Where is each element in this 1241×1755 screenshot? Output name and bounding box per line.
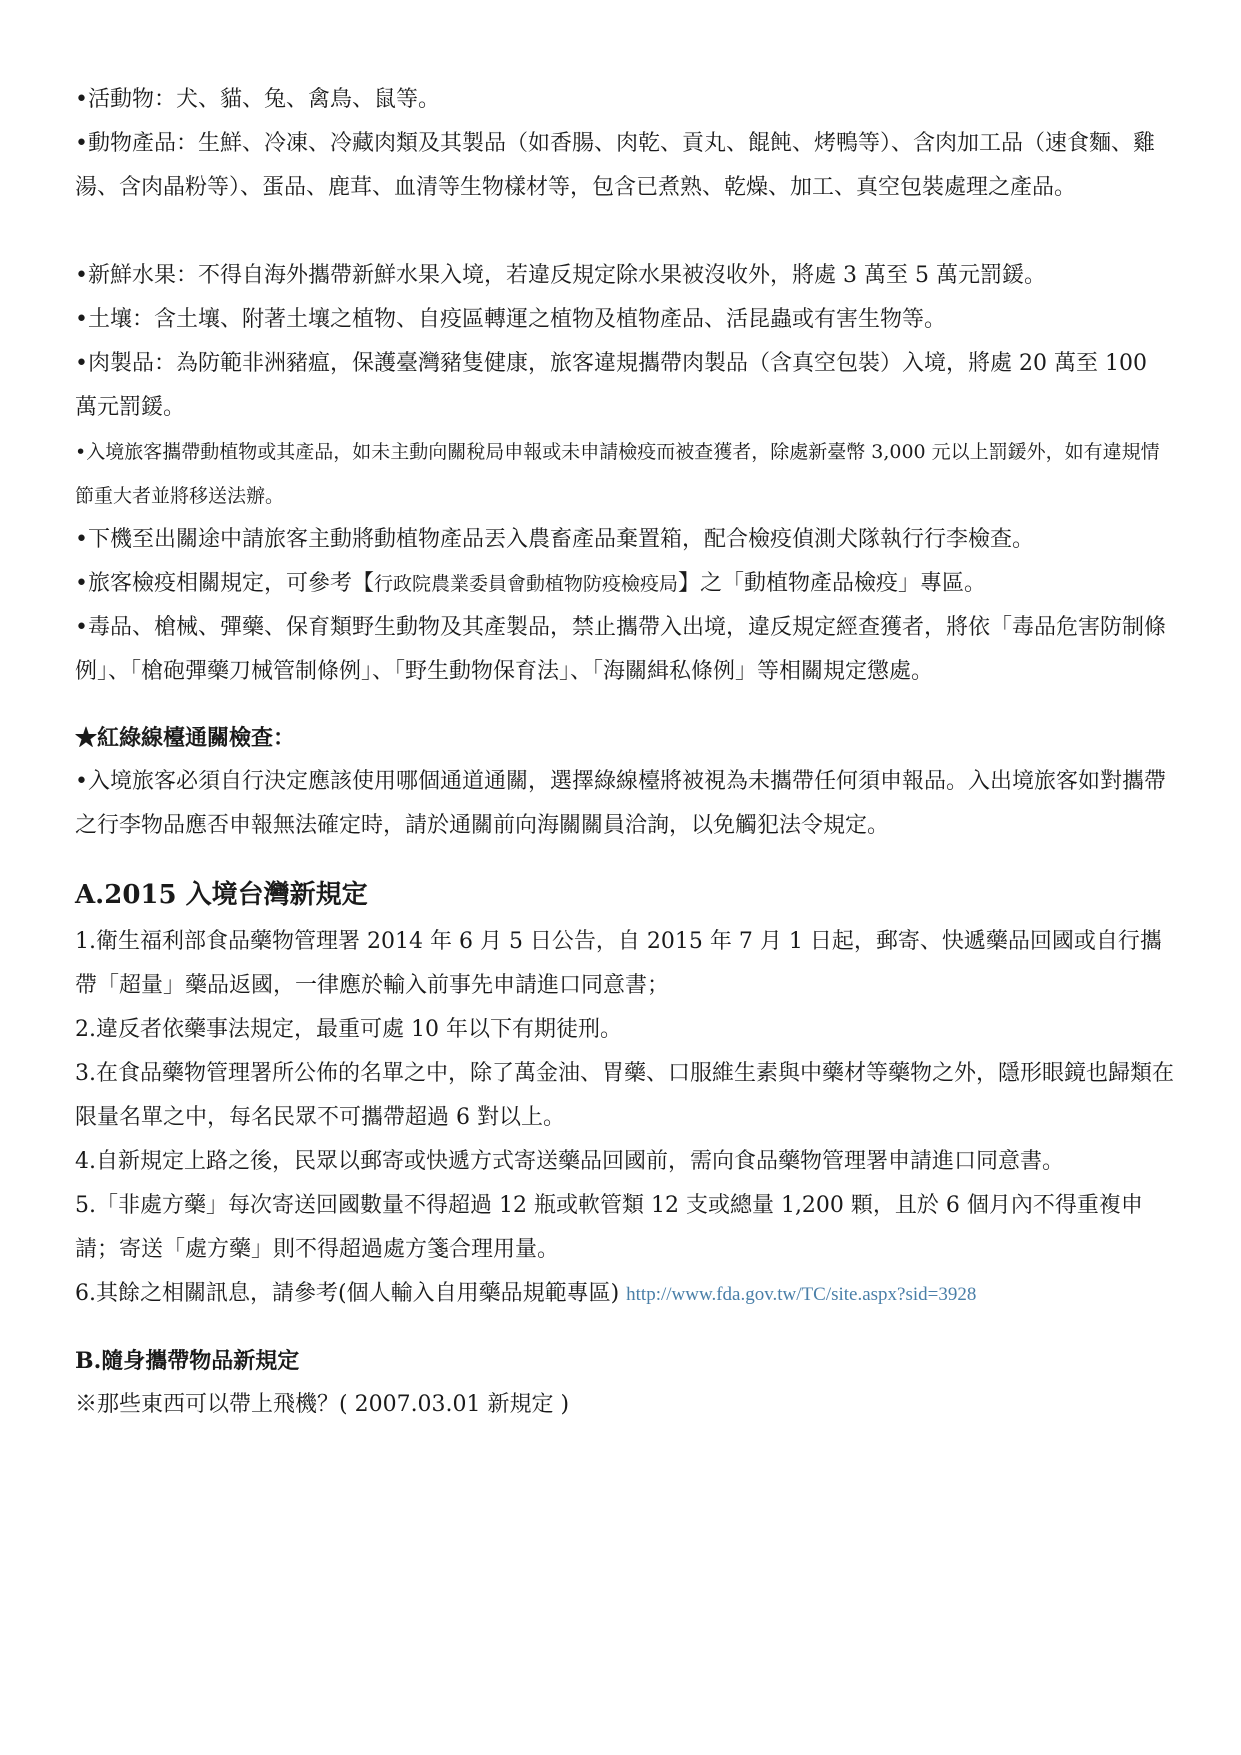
reference-suffix: 】之「動植物產品檢疫」專區。 (678, 571, 987, 596)
section-b-heading: B.隨身攜帶物品新規定 (75, 1348, 300, 1374)
contraband-item: •毒品、槍械、彈藥、保育類野生動物及其產製品，禁止攜帶入出境，違反規定經查獲者，將依「毒品危害防制條例」、「槍砲彈藥刀械管制條例」、「野生動物保育法」、「海關緝私條例」等相關規定懲處。 (75, 615, 1166, 684)
disposal-item: •下機至出關途中請旅客主動將動植物產品丟入農畜產品棄置箱，配合檢疫偵測犬隊執行行李檢查。 (75, 527, 1034, 552)
section-a-item-3: 3.在食品藥物管理署所公佈的名單之中，除了萬金油、胃藥、口服維生素與中藥材等藥物之外，隱形眼鏡也歸類在限量名單之中，每名民眾不可攜帶超過 6 對以上。 (75, 1061, 1174, 1130)
section-a-heading: A.2015 入境台灣新規定 (75, 880, 368, 910)
live-animals-item: •活動物：犬、貓、兔、禽鳥、鼠等。 (75, 87, 440, 112)
animal-products-item: •動物產品：生鮮、冷凍、冷藏肉類及其製品（如香腸、肉乾、貢丸、餛飩、烤鴨等）、含肉加工品（速食麵、雞湯、含肉晶粉等）、蛋品、鹿茸、血清等生物樣材等，包含已煮熟、乾燥、加工、真空包裝處理之產品。 (75, 131, 1155, 200)
spacer (75, 694, 1175, 716)
undeclared-item: •入境旅客攜帶動植物或其產品，如未主動向關稅局申報或未申請檢疫而被查獲者，除處新臺幣 3,000 元以上罰鍰外，如有違規情節重大者並將移送法辦。 (75, 441, 1160, 507)
section-a-item-2: 2.違反者依藥事法規定，最重可處 10 年以下有期徒刑。 (75, 1017, 622, 1042)
reference-agency: 行政院農業委員會動植物防疫檢疫局 (373, 573, 678, 595)
fresh-fruit-item: •新鮮水果：不得自海外攜帶新鮮水果入境，若違反規定除水果被沒收外，將處 3 萬至 5 萬元罰鍰。 (75, 263, 1046, 288)
soil-item: •土壤：含土壤、附著土壤之植物、自疫區轉運之植物及植物產品、活昆蟲或有害生物等。 (75, 307, 946, 332)
red-green-channel-heading: ★紅綠線檯通關檢查： (75, 725, 296, 751)
red-green-channel-body: •入境旅客必須自行決定應該使用哪個通道通關，選擇綠線檯將被視為未攜帶任何須申報品。入出境旅客如對攜帶之行李物品應否申報無法確定時，請於通關前向海關關員洽詢，以免觸犯法令規定。 (75, 769, 1166, 838)
section-a-item-1: 1.衛生福利部食品藥物管理署 2014 年 6 月 5 日公告，自 2015 年 7 月 1 日起，郵寄、快遞藥品回國或自行攜帶「超量」藥品返國，一律應於輸入前事先申請進口同意書； (75, 929, 1162, 998)
reference-item (75, 562, 1175, 606)
section-a-item-5: 5.「非處方藥」每次寄送回國數量不得超過 12 瓶或軟管類 12 支或總量 1,200 顆，且於 6 個月內不得重複申請；寄送「處方藥」則不得超過處方箋合理用量。 (75, 1193, 1143, 1262)
section-a-item-6 (75, 1272, 1175, 1317)
section-b-question: ※那些東西可以帶上飛機？( 2007.03.01 新規定 ) (75, 1392, 570, 1417)
meat-products-item: •肉製品：為防範非洲豬瘟，保護臺灣豬隻健康，旅客違規攜帶肉製品（含真空包裝）入境，將處 20 萬至 100 萬元罰鍰。 (75, 351, 1147, 420)
section-a-item-4: 4.自新規定上路之後，民眾以郵寄或快遞方式寄送藥品回國前，需向食品藥物管理署申請進口同意書。 (75, 1149, 1064, 1174)
section-a-item-6-text: 6.其餘之相關訊息，請參考(個人輸入自用藥品規範專區) (75, 1281, 627, 1306)
reference-prefix: •旅客檢疫相關規定，可參考【 (75, 571, 374, 596)
fda-link[interactable]: http://www.fda.gov.tw/TC/site.aspx?sid=3928 (626, 1284, 977, 1305)
spacer (75, 1317, 1175, 1339)
spacer (75, 210, 1175, 254)
document-page (75, 78, 1175, 1427)
spacer (75, 848, 1175, 870)
